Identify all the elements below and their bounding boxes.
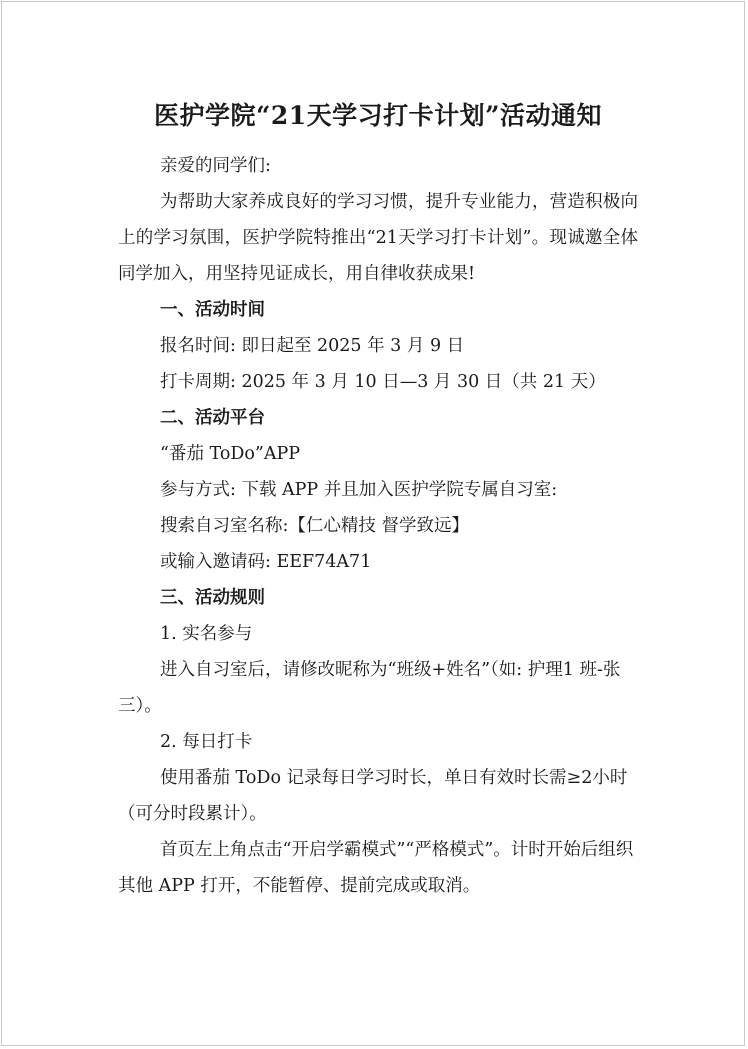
notice-document bbox=[118, 96, 638, 904]
rule-2-note: 首页左上角点击“开启学霸模式”“严格模式”。计时开始后组织其他 APP 打开，不能暂停、提前完成或取消。 bbox=[118, 840, 634, 896]
checkin-period: 打卡周期: 2025 年 3 月 10 日—3 月 30 日（共 21 天） bbox=[160, 372, 606, 392]
notice-title: 医护学院“21天学习打卡计划”活动通知 bbox=[153, 101, 603, 130]
section-heading-rules: 三、活动规则 bbox=[160, 588, 265, 608]
participation-method: 参与方式: 下载 APP 并且加入医护学院专属自习室: bbox=[160, 480, 558, 500]
invite-code: 或输入邀请码: EEF74A71 bbox=[160, 552, 372, 572]
section-heading-platform: 二、活动平台 bbox=[160, 408, 265, 428]
rule-2-title: 2. 每日打卡 bbox=[160, 732, 253, 752]
rule-2-text: 使用番茄 ToDo 记录每日学习时长，单日有效时长需≥2小时（可分时段累计）。 bbox=[118, 768, 628, 824]
rule-1-text: 进入自习室后，请修改昵称为“班级+姓名”（如: 护理1 班-张三）。 bbox=[118, 660, 621, 716]
registration-time: 报名时间: 即日起至 2025 年 3 月 9 日 bbox=[160, 336, 465, 356]
intro-paragraph: 为帮助大家养成良好的学习习惯，提升专业能力，营造积极向上的学习氛围，医护学院特推出“21天学习打卡计划”。现诚邀全体同学加入，用坚持见证成长，用自律收获成果! bbox=[118, 192, 638, 284]
section-heading-time: 一、活动时间 bbox=[160, 300, 265, 320]
rule-1-title: 1. 实名参与 bbox=[160, 624, 253, 644]
greeting: 亲爱的同学们: bbox=[160, 156, 271, 176]
study-room-search: 搜索自习室名称:【仁心精技 督学致远】 bbox=[160, 516, 469, 536]
platform-app: “番茄 ToDo”APP bbox=[160, 444, 301, 464]
